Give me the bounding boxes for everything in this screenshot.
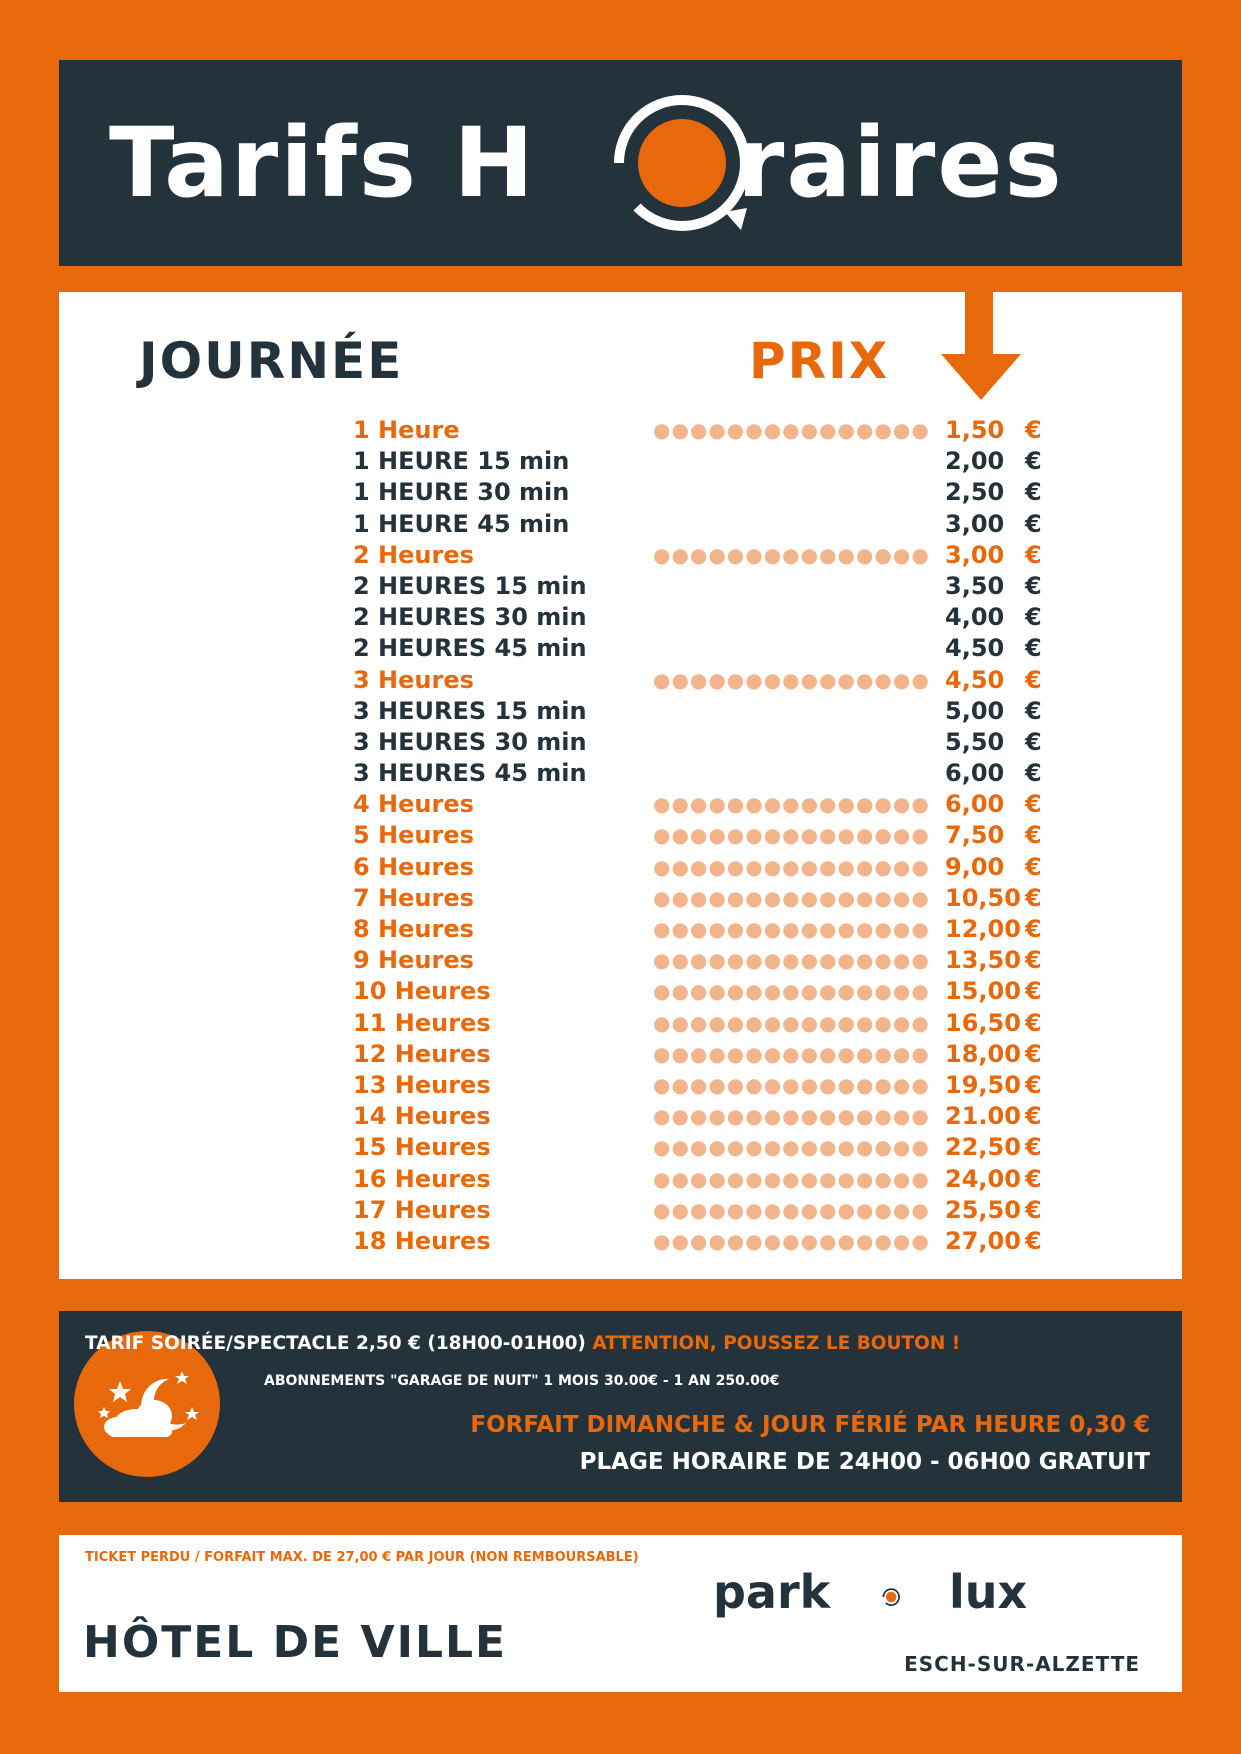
- currency-symbol: €: [1025, 977, 1042, 1006]
- rate-row: [353, 633, 1133, 664]
- dot-leader: ●●●●●●●●●●●●●●●: [653, 979, 930, 1004]
- rate-price: 3,00: [945, 509, 1005, 538]
- currency-symbol: €: [1025, 416, 1042, 444]
- currency-symbol: €: [1025, 696, 1042, 725]
- rate-duration: 1 Heure: [353, 416, 460, 444]
- rate-duration: 12 Heures: [353, 1039, 491, 1068]
- rate-row: [353, 852, 1133, 883]
- rate-row: [353, 1132, 1133, 1163]
- rate-panel: [59, 292, 1182, 1279]
- dot-leader: ●●●●●●●●●●●●●●●: [653, 1072, 930, 1097]
- rate-duration: 10 Heures: [353, 977, 491, 1006]
- rate-price: 13,50: [945, 946, 1021, 975]
- dot-leader: ●●●●●●●●●●●●●●●: [653, 1010, 930, 1035]
- rate-price: 2,00: [945, 447, 1005, 476]
- rate-duration: 14 Heures: [353, 1102, 491, 1131]
- rate-row: [353, 571, 1133, 602]
- dot-leader: ●●●●●●●●●●●●●●●: [653, 1041, 930, 1066]
- rate-price: 10,50: [945, 883, 1021, 912]
- arrow-down-icon: [941, 292, 1021, 402]
- dot-leader: ●●●●●●●●●●●●●●●: [653, 792, 930, 817]
- attention-notice: ATTENTION, POUSSEZ LE BOUTON !: [592, 1333, 961, 1354]
- rate-price: 21.00: [945, 1102, 1021, 1131]
- rate-price: 6,00: [945, 759, 1005, 788]
- rate-row: [353, 945, 1133, 976]
- rate-row: [353, 914, 1133, 945]
- currency-symbol: €: [1025, 1102, 1042, 1131]
- currency-symbol: €: [1025, 1226, 1042, 1255]
- rate-row: [353, 509, 1133, 540]
- rate-row: [353, 727, 1133, 758]
- rate-row: [353, 820, 1133, 851]
- rate-price: 4,50: [945, 665, 1005, 694]
- rate-row: [353, 1039, 1133, 1070]
- currency-symbol: €: [1025, 790, 1042, 819]
- rate-price: 5,50: [945, 727, 1005, 756]
- brand-name-right: lux: [949, 1565, 1028, 1619]
- rate-row: [353, 789, 1133, 820]
- rate-price: 3,00: [945, 540, 1005, 569]
- rate-duration: 7 Heures: [353, 883, 474, 912]
- rate-duration: 1 HEURE 15 min: [353, 447, 570, 476]
- dot-leader: ●●●●●●●●●●●●●●●: [653, 1104, 930, 1129]
- rate-duration: 9 Heures: [353, 946, 474, 975]
- rate-price: 22,50: [945, 1133, 1021, 1162]
- rate-price: 7,50: [945, 821, 1005, 850]
- dot-leader: ●●●●●●●●●●●●●●●: [653, 885, 930, 910]
- rate-duration: 4 Heures: [353, 790, 474, 819]
- currency-symbol: €: [1025, 1133, 1042, 1162]
- currency-symbol: €: [1025, 821, 1042, 850]
- dot-leader: ●●●●●●●●●●●●●●●: [653, 1197, 930, 1222]
- dot-leader: ●●●●●●●●●●●●●●●: [653, 542, 930, 567]
- dot-leader: ●●●●●●●●●●●●●●●: [653, 917, 930, 941]
- rate-row: [353, 696, 1133, 727]
- dot-leader: ●●●●●●●●●●●●●●●: [653, 854, 930, 879]
- rate-duration: 3 Heures: [353, 665, 474, 694]
- rate-duration: 11 Heures: [353, 1008, 491, 1037]
- rate-duration: 8 Heures: [353, 915, 474, 943]
- rate-duration: 15 Heures: [353, 1133, 491, 1162]
- currency-symbol: €: [1025, 634, 1042, 663]
- sunday-tariff: FORFAIT DIMANCHE & JOUR FÉRIÉ PAR HEURE 0,30 €: [470, 1412, 1150, 1438]
- rate-duration: 18 Heures: [353, 1226, 491, 1255]
- rate-duration: 5 Heures: [353, 821, 474, 850]
- dot-leader: ●●●●●●●●●●●●●●●: [653, 1135, 930, 1160]
- rate-row: [353, 883, 1133, 914]
- rate-row: [353, 1070, 1133, 1101]
- rate-row: [353, 1195, 1133, 1226]
- rate-row: [353, 1164, 1133, 1195]
- rate-row: [353, 446, 1133, 477]
- rate-row: [353, 1101, 1133, 1132]
- evening-tariff-line: [85, 1333, 960, 1354]
- rate-duration: 3 HEURES 15 min: [353, 696, 587, 725]
- rate-row: [353, 602, 1133, 633]
- rate-duration: 16 Heures: [353, 1164, 491, 1193]
- currency-symbol: €: [1025, 1195, 1042, 1224]
- location-name: HÔTEL DE VILLE: [83, 1617, 508, 1668]
- rate-duration: 2 HEURES 45 min: [353, 634, 587, 663]
- currency-symbol: €: [1025, 603, 1042, 632]
- rate-price: 18,00: [945, 1039, 1021, 1068]
- rate-duration: 2 HEURES 15 min: [353, 571, 587, 600]
- rate-price: 27,00: [945, 1226, 1021, 1255]
- currency-symbol: €: [1025, 1039, 1042, 1068]
- rate-duration: 1 HEURE 30 min: [353, 478, 570, 507]
- dot-leader: ●●●●●●●●●●●●●●●: [653, 823, 930, 848]
- rate-price: 1,50: [945, 416, 1005, 444]
- rate-duration: 1 HEURE 45 min: [353, 509, 570, 538]
- currency-symbol: €: [1025, 571, 1042, 600]
- brand-name-left: park: [713, 1565, 831, 1619]
- city-name: ESCH-SUR-ALZETTE: [904, 1652, 1140, 1676]
- rate-price: 3,50: [945, 571, 1005, 600]
- rate-duration: 2 HEURES 30 min: [353, 603, 587, 632]
- rate-row: [353, 1008, 1133, 1039]
- rate-price: 4,50: [945, 634, 1005, 663]
- rate-row: [353, 540, 1133, 571]
- rate-duration: 2 Heures: [353, 540, 474, 569]
- dot-leader: ●●●●●●●●●●●●●●●: [653, 667, 930, 692]
- currency-symbol: €: [1025, 447, 1042, 476]
- lost-ticket-notice: TICKET PERDU / FORFAIT MAX. DE 27,00 € PAR JOUR (NON REMBOURSABLE): [85, 1550, 639, 1565]
- info-bar: [59, 1311, 1182, 1502]
- title-right: raires: [737, 107, 1064, 219]
- currency-symbol: €: [1025, 478, 1042, 507]
- rate-price: 15,00: [945, 977, 1021, 1006]
- rate-row: [353, 415, 1133, 446]
- currency-symbol: €: [1025, 509, 1042, 538]
- currency-symbol: €: [1025, 1164, 1042, 1193]
- rate-price: 12,00: [945, 915, 1021, 943]
- rate-row: [353, 976, 1133, 1007]
- title-left: Tarifs H: [109, 107, 536, 219]
- dot-leader: ●●●●●●●●●●●●●●●: [653, 948, 930, 973]
- rate-duration: 3 HEURES 30 min: [353, 727, 587, 756]
- dot-leader: ●●●●●●●●●●●●●●●: [653, 1166, 930, 1191]
- rate-duration: 3 HEURES 45 min: [353, 759, 587, 788]
- rate-row: [353, 665, 1133, 696]
- rate-price: 16,50: [945, 1008, 1021, 1037]
- rate-price: 9,00: [945, 852, 1005, 881]
- currency-symbol: €: [1025, 883, 1042, 912]
- currency-symbol: €: [1025, 852, 1042, 881]
- brand-logo-icon: [881, 1557, 951, 1637]
- currency-symbol: €: [1025, 540, 1042, 569]
- rate-price: 4,00: [945, 603, 1005, 632]
- price-heading: PRIX: [749, 332, 890, 390]
- subscriptions: ABONNEMENTS "GARAGE DE NUIT" 1 MOIS 30.00€ - 1 AN 250.00€: [264, 1373, 780, 1389]
- evening-tariff: TARIF SOIRÉE/SPECTACLE 2,50 € (18H00-01H00): [85, 1333, 586, 1354]
- rate-price: 6,00: [945, 790, 1005, 819]
- dot-leader: ●●●●●●●●●●●●●●●: [653, 418, 930, 442]
- currency-symbol: €: [1025, 1008, 1042, 1037]
- currency-symbol: €: [1025, 665, 1042, 694]
- rate-row: [353, 758, 1133, 789]
- rate-price: 25,50: [945, 1195, 1021, 1224]
- footer: [59, 1535, 1182, 1692]
- header-banner: [59, 60, 1182, 266]
- currency-symbol: €: [1025, 1070, 1042, 1099]
- rate-price: 24,00: [945, 1164, 1021, 1193]
- free-hours: PLAGE HORAIRE DE 24H00 - 06H00 GRATUIT: [579, 1449, 1150, 1475]
- currency-symbol: €: [1025, 759, 1042, 788]
- rate-duration: 6 Heures: [353, 852, 474, 881]
- rate-price: 5,00: [945, 696, 1005, 725]
- day-heading: JOURNÉE: [139, 332, 404, 390]
- rate-row: [353, 1226, 1133, 1257]
- rate-row: [353, 477, 1133, 508]
- currency-symbol: €: [1025, 946, 1042, 975]
- rate-list: [353, 415, 1133, 1257]
- currency-symbol: €: [1025, 727, 1042, 756]
- rate-duration: 17 Heures: [353, 1195, 491, 1224]
- clock-arrow-icon: [607, 74, 757, 252]
- rate-price: 19,50: [945, 1070, 1021, 1099]
- currency-symbol: €: [1025, 915, 1042, 943]
- dot-leader: ●●●●●●●●●●●●●●●: [653, 1228, 930, 1253]
- rate-price: 2,50: [945, 478, 1005, 507]
- rate-duration: 13 Heures: [353, 1070, 491, 1099]
